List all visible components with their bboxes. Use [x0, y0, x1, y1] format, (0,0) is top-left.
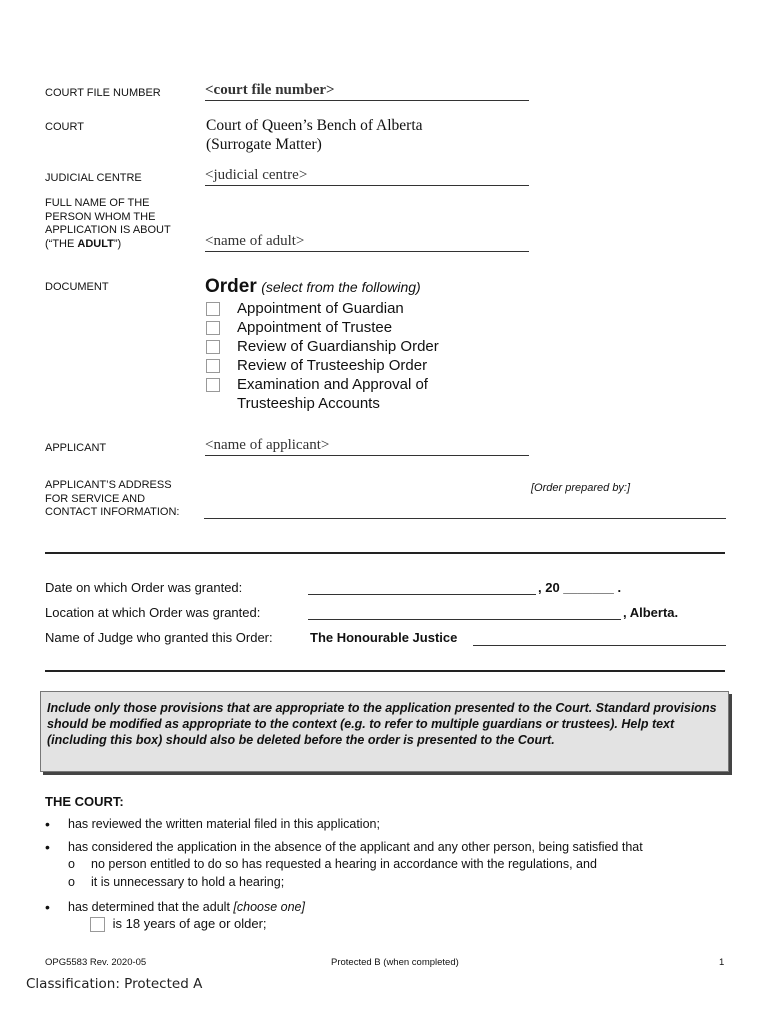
section-divider: [45, 670, 725, 672]
location-granted-field[interactable]: [308, 605, 621, 620]
order-instruction: (select from the following): [261, 279, 421, 295]
judicial-centre-value: <judicial centre>: [205, 167, 308, 183]
court-file-number-label: COURT FILE NUMBER: [45, 87, 161, 99]
date-granted-field[interactable]: [308, 580, 536, 595]
help-text-box: Include only those provisions that are appropriate to the application presented to the Court. Standard provisions should be modified as appropriate to the context (e.g. to refer to multiple guardians or trustees). Help text (including this box) should also be deleted before the order is presented to the Court.: [40, 691, 729, 772]
bullet-determined: has determined that the adult [choose one]: [68, 900, 305, 914]
classification-label: Classification: Protected A: [26, 976, 203, 992]
section-divider: [45, 552, 725, 554]
bullet-icon: •: [45, 899, 50, 915]
document-title: [205, 276, 421, 298]
judge-name-label: Name of Judge who granted this Order:: [45, 630, 273, 645]
date-granted-label: Date on which Order was granted:: [45, 580, 243, 595]
checkbox[interactable]: [90, 917, 105, 932]
page-number: 1: [719, 957, 725, 968]
judge-prefix: The Honourable Justice: [310, 630, 458, 645]
adult-name-field[interactable]: [205, 233, 529, 252]
checkbox[interactable]: [206, 340, 220, 354]
court-name-line1: Court of Queen’s Bench of Alberta: [206, 117, 423, 134]
address-field[interactable]: [204, 500, 726, 519]
adult-label: FULL NAME OF THE PERSON WHOM THE APPLICATION IS ABOUT (“THE ADULT”): [45, 197, 171, 250]
judicial-centre-label: JUDICIAL CENTRE: [45, 172, 142, 184]
checkbox[interactable]: [206, 302, 220, 316]
date-year-suffix: , 20 _______ .: [538, 580, 622, 595]
applicant-label: APPLICANT: [45, 442, 107, 454]
checkbox[interactable]: [206, 378, 220, 392]
court-file-number-field[interactable]: [205, 82, 529, 101]
court-name: [206, 116, 423, 154]
sub-item-no-hearing: no person entitled to do so has requested a hearing in accordance with the regulations, and: [91, 857, 597, 871]
sub-bullet-icon: o: [68, 857, 75, 871]
location-granted-label: Location at which Order was granted:: [45, 605, 261, 620]
bullet-icon: •: [45, 816, 50, 832]
sub-item-unnecessary: it is unnecessary to hold a hearing;: [91, 875, 285, 889]
court-heading: THE COURT:: [45, 794, 124, 809]
bullet-considered: has considered the application in the absence of the applicant and any other person, being satisfied that: [68, 840, 643, 854]
applicant-name-field[interactable]: [205, 437, 529, 456]
form-id: OPG5583 Rev. 2020-05: [45, 957, 147, 968]
order-prepared-by: [Order prepared by:]: [531, 482, 631, 494]
judicial-centre-field[interactable]: [205, 167, 529, 186]
court-label: COURT: [45, 121, 84, 133]
court-file-number-value: <court file number>: [205, 82, 335, 98]
order-title: Order: [205, 276, 257, 297]
applicant-name-value: <name of applicant>: [205, 437, 330, 453]
bullet-reviewed: has reviewed the written material filed in this application;: [68, 817, 380, 831]
sub-bullet-icon: o: [68, 875, 75, 889]
address-label: APPLICANT’S ADDRESS FOR SERVICE AND CONTACT INFORMATION:: [45, 479, 180, 518]
checkbox[interactable]: [206, 359, 220, 373]
bullet-icon: •: [45, 839, 50, 855]
document-label: DOCUMENT: [45, 281, 109, 293]
checkbox[interactable]: [206, 321, 220, 335]
judge-name-field[interactable]: [473, 630, 726, 646]
option-age-18[interactable]: is 18 years of age or older;: [90, 916, 267, 932]
protection-note: Protected B (when completed): [331, 957, 459, 968]
location-suffix: , Alberta.: [623, 605, 679, 620]
court-name-line2: (Surrogate Matter): [206, 136, 322, 153]
adult-name-value: <name of adult>: [205, 233, 305, 249]
